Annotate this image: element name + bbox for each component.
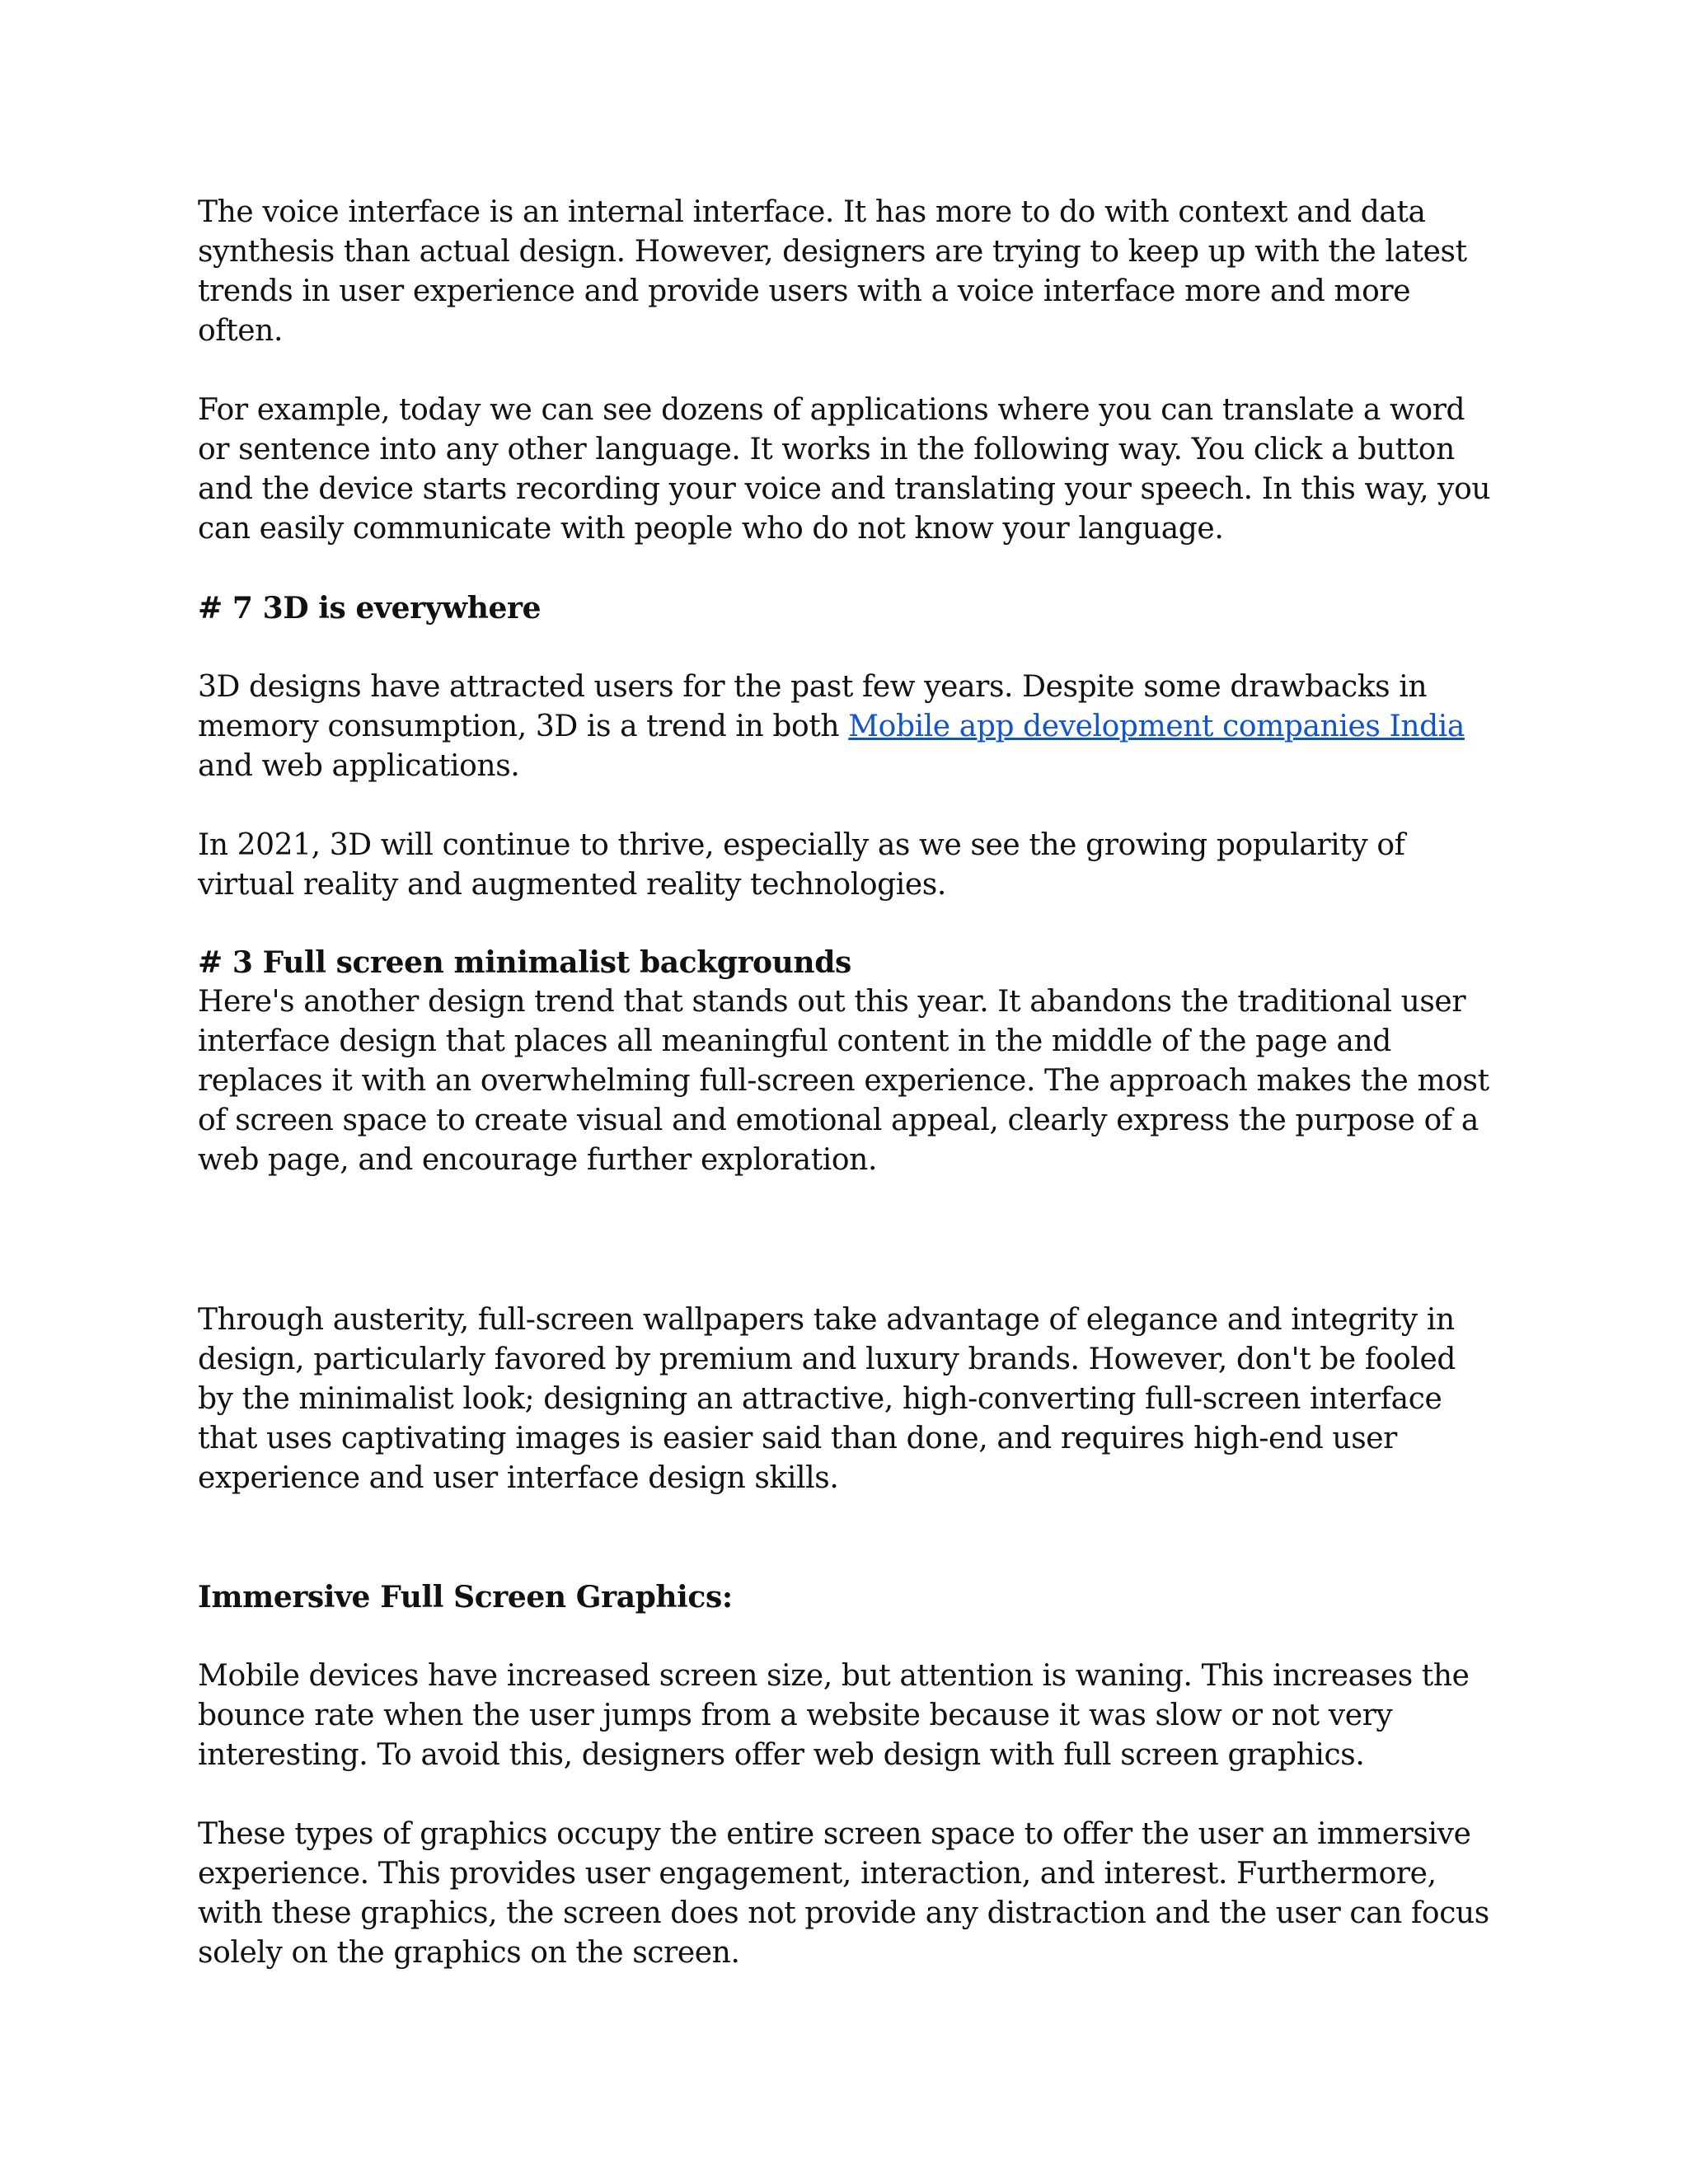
paragraph-mobile-devices: Mobile devices have increased screen size, but attention is waning. This increases the bounce rate when the user jumps from a website because it was slow or not very interesting. To avoid this, designers offer web design with full screen graphics. [198, 1659, 1470, 1772]
heading-fullscreen-backgrounds: # 3 Full screen minimalist backgrounds [198, 945, 851, 980]
spacer [198, 1180, 1492, 1301]
paragraph-3d-2021: In 2021, 3D will continue to thrive, especially as we see the growing popularity of virtual reality and augmented reality technologies. [198, 828, 1405, 902]
paragraph-translate-example: For example, today we can see dozens of applications where you can translate a word or sentence into any other language. It works in the following way. You click a button and the device starts recording your voice and translating your speech. In this way, you can easily communicate with people who do not know your language. [198, 393, 1491, 546]
mobile-app-companies-link[interactable]: Mobile app development companies India [848, 710, 1465, 743]
paragraph-3d-intro-after: and web applications. [198, 749, 520, 783]
paragraph-voice-interface: The voice interface is an internal interface. It has more to do with context and data synthesis than actual design. However, designers are trying to keep up with the latest trends in user experience and provide users with a voice interface more and more often. [198, 195, 1467, 348]
paragraph-3d-intro-before: 3D designs have attracted users for the past few years. Despite some drawbacks in memory consumption, 3D is a trend in both [198, 670, 1428, 743]
spacer [198, 549, 1492, 588]
paragraph-3d-intro [198, 668, 1492, 786]
spacer [198, 1775, 1492, 1815]
document-page [198, 193, 1492, 1973]
heading-immersive-graphics: Immersive Full Screen Graphics: [198, 1580, 733, 1615]
heading-3d-everywhere: # 7 3D is everywhere [198, 591, 542, 626]
spacer [198, 905, 1492, 943]
paragraph-graphics-types: These types of graphics occupy the entire screen space to offer the user an immersive experience. This provides user engagement, interaction, and interest. Furthermore, with these graphics, the screen does not provide any distraction and the user can focus solely on the graphics on the screen. [198, 1817, 1489, 1970]
spacer [198, 1498, 1492, 1577]
spacer [198, 351, 1492, 391]
paragraph-austerity: Through austerity, full-screen wallpapers take advantage of elegance and integrity in design, particularly favored by premium and luxury brands. However, don't be fooled by the minimalist look; designing an attractive, high-converting full-screen interface that uses captivating images is easier said than done, and requires high-end user experience and user interface design skills. [198, 1303, 1456, 1495]
spacer [198, 628, 1492, 668]
spacer [198, 786, 1492, 826]
paragraph-fullscreen-trend: Here's another design trend that stands out this year. It abandons the traditional user interface design that places all meaningful content in the middle of the page and replaces it with an overwhelming full-screen experience. The approach makes the most of screen space to create visual and emotional appeal, clearly express the purpose of a web page, and encourage further exploration. [198, 985, 1489, 1177]
spacer [198, 1617, 1492, 1657]
